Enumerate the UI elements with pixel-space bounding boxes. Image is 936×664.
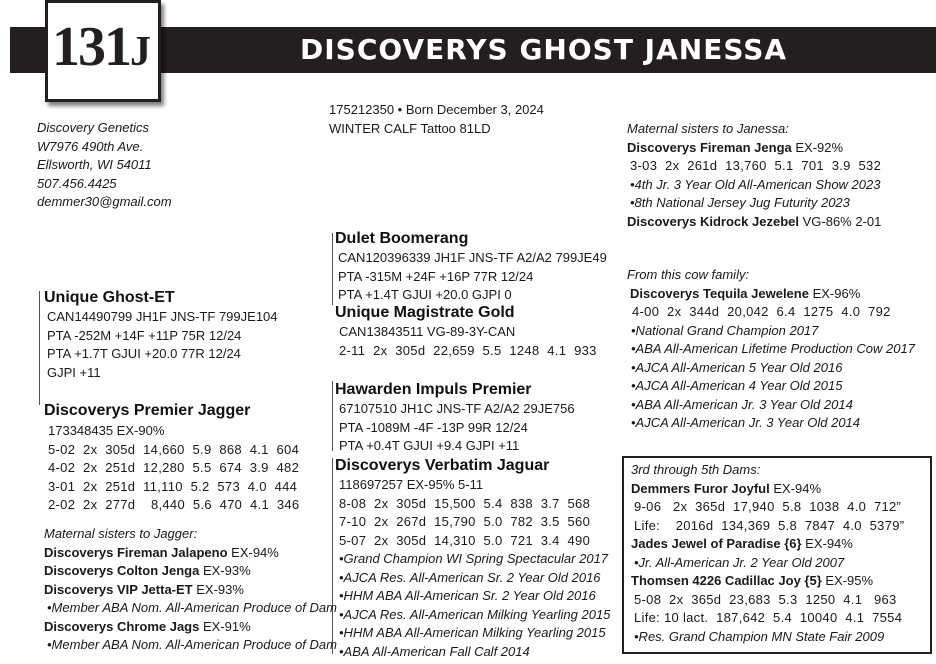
lot-number-digits: 131 (52, 16, 130, 78)
dam-ancestor-score: EX-94% (801, 536, 853, 551)
sister-name: Discoverys Colton Jenga (44, 563, 200, 578)
consignor-email: demmer30@gmail.com (37, 194, 172, 209)
dams-title: 3rd through 5th Dams: (631, 462, 761, 477)
dam-dam-block (335, 457, 610, 661)
family-cow-award: •AJCA All-American Jr. 3 Year Old 2014 (631, 415, 861, 430)
lot-number (52, 15, 149, 79)
sire-pta-production: PTA -252M +14F +11P 75R 12/24 (47, 327, 242, 343)
sire-sire-block (335, 230, 607, 305)
dam-dam-award: •HHM ABA All-American Milking Yearling 2015 (339, 625, 606, 640)
sister-score: EX-91% (199, 618, 251, 634)
sire-dam-registration: CAN13843511 VG-89-3Y-CAN (339, 324, 516, 339)
sister-award: •8th National Jersey Jug Futurity 2023 (630, 195, 850, 210)
sire-registration: CAN14490799 JH1F JNS-TF 799JE104 (47, 309, 278, 324)
dam-dam-award: •ABA All-American Fall Calf 2014 (339, 643, 530, 659)
sister-name: Discoverys Fireman Jenga (627, 139, 792, 155)
sister-award: •4th Jr. 3 Year Old All-American Show 2023 (630, 176, 881, 192)
sister-award: •Member ABA Nom. All-American Produce of Dam (47, 637, 337, 652)
janessa-sisters-block (627, 120, 881, 231)
sire-dam-block (335, 304, 597, 360)
jagger-sisters-title: Maternal sisters to Jagger: (44, 526, 198, 541)
dam-sire-block (335, 381, 575, 456)
cow-family-block (627, 266, 915, 433)
sire-sire-pta-type: PTA +1.4T GJUI +20.0 GJPI 0 (338, 287, 512, 302)
dam-ancestor-award: •Jr. All-American Jr. 2 Year Old 2007 (634, 554, 845, 570)
dam-dam-record: 7-10 2x 267d 15,790 5.0 782 3.5 560 (339, 514, 591, 529)
dam-ancestor-score: EX-94% (769, 480, 822, 496)
sire-pta-type: PTA +1.7T GJUI +20.0 77R 12/24 (47, 346, 241, 361)
dam-record: 2-02 2x 277d 8,440 5.6 470 4.1 346 (48, 497, 300, 512)
sister-score: EX-94% (227, 544, 279, 560)
family-cow-award: •AJCA All-American 5 Year Old 2016 (631, 359, 843, 375)
dam-sire-pta-production: PTA -1089M -4F -13P 99R 12/24 (339, 419, 528, 435)
consignor-phone: 507.456.4425 (37, 175, 117, 191)
sister-name: Discoverys VIP Jetta-ET (44, 581, 193, 597)
sire-block (44, 289, 278, 382)
sire-dam-name: Unique Magistrate Gold (335, 304, 515, 321)
consignor-block (37, 119, 172, 212)
dam-sire-connector (332, 381, 333, 451)
dam-ancestor-record: 9-06 2x 365d 17,940 5.8 1038 4.0 712” (634, 499, 902, 514)
dam-ancestor-lifetime: Life: 2016d 134,369 5.8 7847 4.0 5379” (634, 517, 905, 533)
dam-ancestor-lifetime: Life: 10 lact. 187,642 5.4 10040 4.1 7554 (634, 610, 903, 625)
dam-ancestor-record: 5-08 2x 365d 23,683 5.3 1250 4.1 963 (634, 591, 897, 607)
sire-gjpi: GJPI +11 (47, 364, 101, 380)
jagger-sister (44, 581, 337, 600)
dam-record: 5-02 2x 305d 14,660 5.9 868 4.1 604 (48, 441, 300, 457)
sister-name: Discoverys Fireman Jalapeno (44, 544, 228, 560)
dam-dam-award: •Grand Champion WI Spring Spectacular 2017 (339, 551, 609, 566)
dam-record: 4-02 2x 251d 12,280 5.5 674 3.9 482 (48, 460, 300, 475)
jagger-sister (44, 562, 337, 581)
family-cow-award: •ABA All-American Lifetime Production Cow 2017 (631, 341, 915, 356)
dam-sire-registration: 67107510 JH1C JNS-TF A2/A2 29JE756 (339, 401, 575, 416)
sire-name: Unique Ghost-ET (44, 289, 175, 306)
sire-sire-name: Dulet Boomerang (335, 230, 469, 247)
registration-birth: 175212350 • Born December 3, 2024 (329, 102, 544, 117)
dam-ancestor-score: EX-95% (821, 573, 874, 588)
dam-record: 3-01 2x 251d 11,110 5.2 573 4.0 444 (48, 478, 298, 494)
calf-class-tattoo: WINTER CALF Tattoo 81LD (329, 121, 491, 136)
jagger-sister (44, 544, 337, 563)
sister-score: VG-86% 2-01 (798, 213, 882, 229)
dam-sire-pta-type: PTA +0.4T GJUI +9.4 GJPI +11 (339, 438, 520, 453)
dam-ancestor-name: Demmers Furor Joyful (631, 480, 770, 496)
consignor-name: Discovery Genetics (37, 120, 149, 135)
dam-ancestor-name: Thomsen 4226 Cadillac Joy {5} (631, 573, 822, 588)
sire-connector (39, 291, 40, 405)
consignor-address: W7976 490th Ave. (37, 138, 144, 154)
cow-family-title: From this cow family: (627, 267, 750, 282)
jagger-sister (44, 618, 337, 637)
consignor-city: Ellsworth, WI 54011 (37, 157, 152, 172)
janessa-sisters-title: Maternal sisters to Janessa: (627, 121, 789, 136)
sister-score: EX-93% (192, 581, 244, 597)
family-cow-award: •National Grand Champion 2017 (631, 322, 819, 338)
dam-dam-record: 5-07 2x 305d 14,310 5.0 721 3.4 490 (339, 532, 591, 548)
sister-record: 3-03 2x 261d 13,760 5.1 701 3.9 532 (630, 158, 882, 173)
dam-dam-award: •AJCA Res. All-American Sr. 2 Year Old 2016 (339, 569, 601, 585)
family-cow-score: EX-96% (808, 285, 861, 301)
animal-title: DISCOVERYS GHOST JANESSA (300, 33, 788, 66)
dam-registration: 173348435 EX-90% (48, 423, 165, 438)
lot-number-suffix: J (130, 29, 149, 75)
dam-dam-registration: 118697257 EX-95% 5-11 (339, 477, 484, 492)
dam-dam-award: •HHM ABA All-American Sr. 2 Year Old 2016 (339, 588, 596, 603)
sister-score: EX-93% (199, 563, 251, 578)
sire-sire-registration: CAN120396339 JH1F JNS-TF A2/A2 799JE49 (338, 250, 607, 265)
dam-dam-award: •AJCA Res. All-American Milking Yearling 2015 (339, 606, 611, 622)
sister-name: Discoverys Kidrock Jezebel (627, 213, 799, 229)
sire-sire-pta-production: PTA -315M +24F +16P 77R 12/24 (338, 268, 534, 284)
family-cow-name: Discoverys Tequila Jewelene (630, 285, 809, 301)
sire-dam-record: 2-11 2x 305d 22,659 5.5 1248 4.1 933 (339, 342, 597, 358)
sire-sire-connector (332, 233, 333, 305)
dam-ancestor-award: •Res. Grand Champion MN State Fair 2009 (634, 628, 885, 644)
family-cow-award: •ABA All-American Jr. 3 Year Old 2014 (631, 396, 853, 412)
family-cow-award: •AJCA All-American 4 Year Old 2015 (631, 378, 843, 393)
sister-award: •Member ABA Nom. All-American Produce of Dam (47, 600, 337, 615)
dams-block (631, 461, 904, 646)
sister-score: EX-92% (791, 139, 844, 155)
family-cow-record: 4-00 2x 344d 20,042 6.4 1275 4.0 792 (632, 304, 891, 319)
jagger-sisters-block (44, 525, 337, 655)
dam-block (44, 402, 299, 515)
dam-dam-record: 8-08 2x 305d 15,500 5.4 838 3.7 568 (339, 495, 591, 511)
dam-name: Discoverys Premier Jagger (44, 402, 251, 419)
sister-name: Discoverys Chrome Jags (44, 618, 200, 634)
dam-ancestor-name: Jades Jewel of Paradise {6} (631, 536, 802, 551)
dam-sire-name: Hawarden Impuls Premier (335, 381, 532, 398)
dam-dam-name: Discoverys Verbatim Jaguar (335, 457, 550, 474)
